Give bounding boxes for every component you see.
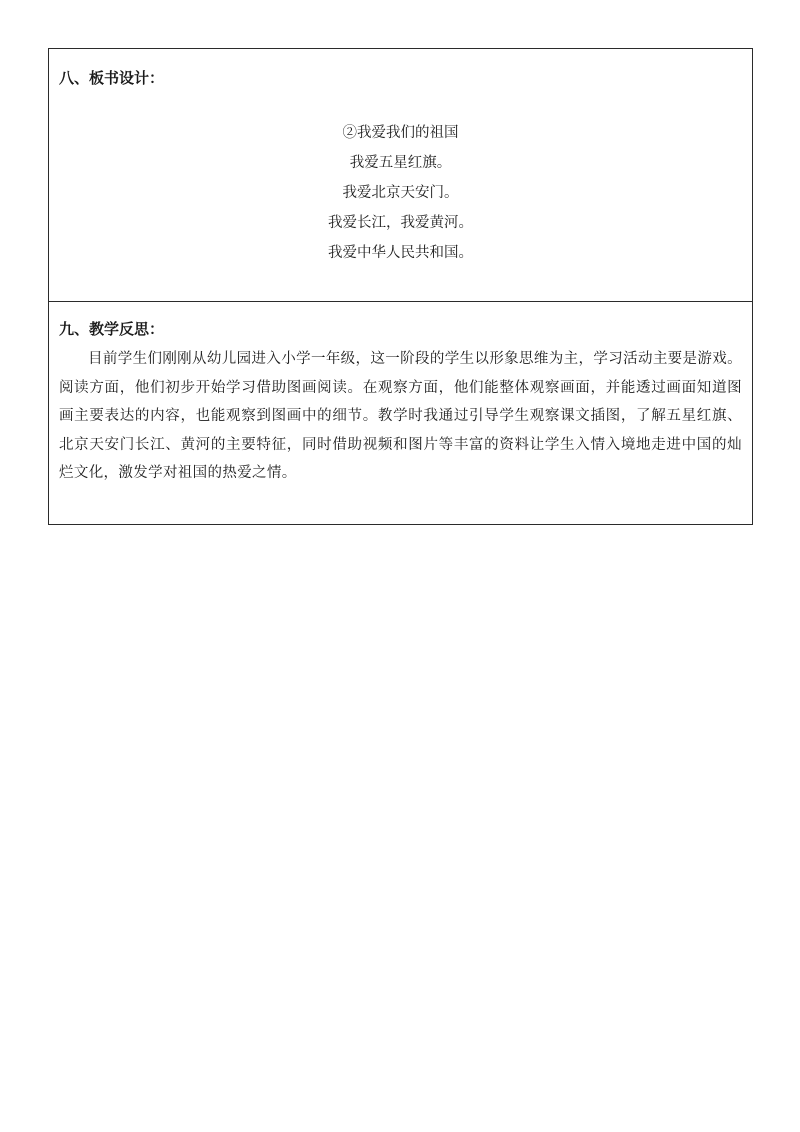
lesson-plan-table [48,48,753,525]
board-line: 我爱北京天安门。 [342,185,459,201]
board-design-heading: 八、板书设计： [59,69,165,87]
board-content [59,118,742,268]
teaching-reflection-paragraph: 目前学生们刚刚从幼儿园进入小学一年级，这一阶段的学生以形象思维为主，学习活动主要是游戏。阅读方面，他们初步开始学习借助图画阅读。在观察方面，他们能整体观察画面，并能透过画面知道图画主要表达的内容，也能观察到图画中的细节。教学时我通过引导学生观察课文插图，了解五星红旗、北京天安门长江、黄河的主要特征，同时借助视频和图片等丰富的资料让学生入情入境地走进中国的灿烂文化，激发学对祖国的热爱之情。 [59,351,742,481]
board-line: 我爱中华人民共和国。 [328,245,473,261]
board-line: ②我爱我们的祖国 [342,125,459,141]
board-line: 我爱长江，我爱黄河。 [328,215,473,231]
board-design-section [49,49,752,302]
teaching-reflection-heading: 九、教学反思： [59,320,165,338]
board-line: 我爱五星红旗。 [349,155,452,171]
teaching-reflection-section [49,302,752,524]
